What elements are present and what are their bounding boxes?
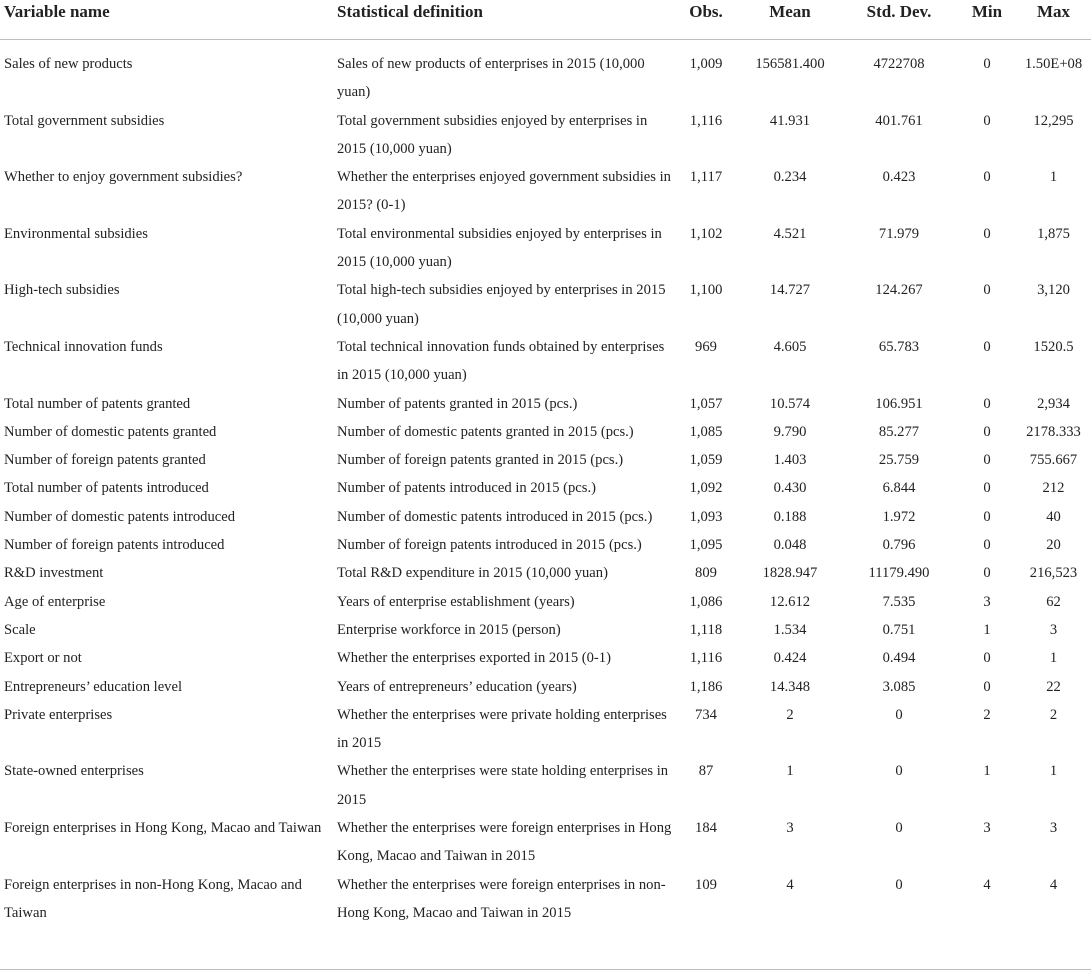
cell-obs: 969 xyxy=(695,338,717,355)
cell-obs: 1,117 xyxy=(689,169,723,186)
cell-variable-name: Total government subsidies xyxy=(4,112,165,129)
cell-statistical-definition: Number of foreign patents introduced in 2015 (pcs.) xyxy=(337,537,642,554)
cell-statistical-definition: Years of enterprise establishment (years) xyxy=(337,593,575,610)
cell-mean: 1 xyxy=(786,763,794,780)
cell-std-dev: 65.783 xyxy=(878,338,920,355)
cell-max: 755.667 xyxy=(1029,452,1078,469)
cell-statistical-definition: Number of domestic patents introduced in 2015 (pcs.) xyxy=(337,508,653,525)
cell-mean: 4.605 xyxy=(773,338,807,355)
cell-min: 0 xyxy=(983,565,991,582)
table-row xyxy=(0,644,1091,672)
cell-min: 0 xyxy=(983,650,991,667)
table-row xyxy=(0,446,1091,474)
cell-variable-name: Foreign enterprises in Hong Kong, Macao and Taiwan xyxy=(4,820,322,837)
cell-min: 0 xyxy=(983,56,991,72)
cell-max: 3,120 xyxy=(1037,282,1070,299)
cell-std-dev: 401.761 xyxy=(875,112,923,129)
table-row xyxy=(0,107,1091,164)
cell-std-dev: 0.494 xyxy=(882,650,916,667)
header-max: Max xyxy=(1036,2,1071,21)
table-row xyxy=(0,616,1091,644)
cell-mean: 14.348 xyxy=(769,678,811,695)
cell-variable-name: Number of foreign patents granted xyxy=(4,452,206,469)
header-min: Min xyxy=(971,2,1003,21)
table-row xyxy=(0,418,1091,446)
cell-std-dev: 0.423 xyxy=(882,169,916,186)
table-row xyxy=(0,757,1091,814)
cell-mean: 14.727 xyxy=(769,282,811,299)
cell-std-dev: 6.844 xyxy=(882,480,916,497)
cell-std-dev: 0.796 xyxy=(882,537,916,554)
cell-max: 20 xyxy=(1046,537,1061,554)
cell-mean: 1.403 xyxy=(773,452,807,469)
cell-std-dev: 25.759 xyxy=(878,452,920,469)
cell-obs: 1,009 xyxy=(689,56,723,72)
cell-std-dev: 11179.490 xyxy=(868,565,930,582)
cell-mean: 4 xyxy=(786,876,794,893)
cell-obs: 1,057 xyxy=(689,395,723,412)
cell-statistical-definition: Total R&D expenditure in 2015 (10,000 yuan) xyxy=(337,565,608,582)
cell-statistical-definition: Whether the enterprises were foreign enterprises in non-Hong Kong, Macao and Taiwan in 2015 xyxy=(337,876,666,921)
cell-variable-name: Total number of patents introduced xyxy=(4,480,209,497)
cell-variable-name: Technical innovation funds xyxy=(4,338,163,355)
header-statistical-definition: Statistical definition xyxy=(337,2,483,21)
cell-min: 3 xyxy=(983,593,991,610)
cell-std-dev: 0 xyxy=(895,706,903,723)
cell-min: 0 xyxy=(983,452,991,469)
cell-std-dev: 3.085 xyxy=(882,678,916,695)
cell-max: 62 xyxy=(1046,593,1061,610)
cell-max: 4 xyxy=(1049,876,1058,893)
cell-max: 2,934 xyxy=(1037,395,1070,412)
cell-std-dev: 0.751 xyxy=(882,621,916,638)
cell-variable-name: Scale xyxy=(4,621,36,638)
cell-max: 1 xyxy=(1049,763,1058,780)
cell-variable-name: Whether to enjoy government subsidies? xyxy=(4,169,243,186)
cell-obs: 1,116 xyxy=(689,112,723,129)
cell-variable-name: High-tech subsidies xyxy=(4,282,120,299)
table-row xyxy=(0,50,1091,107)
cell-min: 0 xyxy=(983,678,991,695)
cell-obs: 1,095 xyxy=(689,537,723,554)
table-row xyxy=(0,588,1091,616)
cell-obs: 1,085 xyxy=(689,423,723,440)
table-row xyxy=(0,673,1091,701)
cell-std-dev: 1.972 xyxy=(882,508,916,525)
cell-statistical-definition: Enterprise workforce in 2015 (person) xyxy=(337,621,561,638)
cell-variable-name: Sales of new products xyxy=(4,56,133,72)
cell-obs: 109 xyxy=(695,876,717,893)
cell-statistical-definition: Whether the enterprises were state holding enterprises in 2015 xyxy=(337,763,669,808)
cell-statistical-definition: Whether the enterprises enjoyed government subsidies in 2015? (0-1) xyxy=(337,169,671,214)
cell-statistical-definition: Whether the enterprises exported in 2015 (0-1) xyxy=(337,650,611,667)
cell-min: 0 xyxy=(983,395,991,412)
cell-mean: 0.188 xyxy=(773,508,807,525)
cell-mean: 12.612 xyxy=(769,593,811,610)
cell-mean: 41.931 xyxy=(769,112,811,129)
cell-mean: 0.234 xyxy=(773,169,807,186)
cell-variable-name: State-owned enterprises xyxy=(4,763,144,780)
cell-mean: 1828.947 xyxy=(762,565,818,582)
cell-max: 22 xyxy=(1046,678,1061,695)
cell-mean: 3 xyxy=(786,820,794,837)
header-std-dev: Std. Dev. xyxy=(866,2,932,21)
cell-variable-name: Private enterprises xyxy=(4,706,113,723)
cell-min: 0 xyxy=(983,169,991,186)
cell-obs: 1,086 xyxy=(689,593,723,610)
cell-min: 0 xyxy=(983,537,991,554)
cell-max: 1,875 xyxy=(1037,225,1070,242)
cell-max: 40 xyxy=(1046,508,1061,525)
cell-mean: 2 xyxy=(786,706,794,723)
cell-obs: 1,118 xyxy=(689,621,723,638)
cell-obs: 809 xyxy=(695,565,717,582)
table-row xyxy=(0,503,1091,531)
cell-min: 0 xyxy=(983,282,991,299)
cell-std-dev: 0 xyxy=(895,820,903,837)
table-row xyxy=(0,474,1091,502)
cell-min: 0 xyxy=(983,112,991,129)
cell-min: 0 xyxy=(983,423,991,440)
cell-min: 3 xyxy=(983,820,991,837)
cell-min: 0 xyxy=(983,508,991,525)
table-row xyxy=(0,701,1091,758)
cell-max: 1 xyxy=(1049,169,1058,186)
cell-statistical-definition: Total technical innovation funds obtained by enterprises in 2015 (10,000 yuan) xyxy=(337,338,665,384)
cell-std-dev: 0 xyxy=(895,876,903,893)
cell-variable-name: R&D investment xyxy=(4,565,104,582)
table-row xyxy=(0,220,1091,277)
cell-statistical-definition: Whether the enterprises were private holding enterprises in 2015 xyxy=(337,706,667,752)
cell-variable-name: Foreign enterprises in non-Hong Kong, Macao and Taiwan xyxy=(4,876,302,921)
cell-statistical-definition: Number of foreign patents granted in 2015 (pcs.) xyxy=(337,452,624,469)
cell-statistical-definition: Total government subsidies enjoyed by enterprises in 2015 (10,000 yuan) xyxy=(337,112,648,157)
cell-max: 1520.5 xyxy=(1033,338,1074,355)
cell-std-dev: 7.535 xyxy=(882,593,916,610)
header-obs: Obs. xyxy=(689,2,723,21)
cell-max: 3 xyxy=(1049,621,1058,638)
cell-max: 12,295 xyxy=(1033,112,1074,129)
cell-variable-name: Environmental subsidies xyxy=(4,225,148,242)
cell-min: 2 xyxy=(983,706,991,723)
cell-min: 4 xyxy=(983,876,991,893)
table-row xyxy=(0,814,1091,871)
cell-variable-name: Number of domestic patents introduced xyxy=(4,508,236,525)
table-row xyxy=(0,559,1091,587)
cell-std-dev: 85.277 xyxy=(878,423,920,440)
cell-variable-name: Export or not xyxy=(4,650,82,667)
cell-mean: 9.790 xyxy=(773,423,807,440)
cell-mean: 10.574 xyxy=(769,395,811,412)
cell-statistical-definition: Whether the enterprises were foreign enterprises in Hong Kong, Macao and Taiwan in 2015 xyxy=(337,820,672,865)
cell-obs: 184 xyxy=(695,820,717,837)
cell-max: 216,523 xyxy=(1029,565,1078,582)
cell-max: 1.50E+08 xyxy=(1024,56,1083,72)
cell-obs: 1,116 xyxy=(689,650,723,667)
cell-statistical-definition: Number of patents granted in 2015 (pcs.) xyxy=(337,395,578,412)
cell-variable-name: Age of enterprise xyxy=(4,593,106,610)
cell-min: 0 xyxy=(983,338,991,355)
cell-obs: 1,186 xyxy=(689,678,723,695)
header-mean: Mean xyxy=(769,2,811,21)
cell-mean: 1.534 xyxy=(773,621,807,638)
table-row xyxy=(0,531,1091,559)
bottom-rule xyxy=(0,969,1091,970)
cell-min: 1 xyxy=(983,763,991,780)
cell-variable-name: Total number of patents granted xyxy=(4,395,191,412)
table-row xyxy=(0,390,1091,418)
cell-min: 0 xyxy=(983,480,991,497)
cell-statistical-definition: Total environmental subsidies enjoyed by enterprises in 2015 (10,000 yuan) xyxy=(337,225,662,271)
cell-mean: 0.424 xyxy=(773,650,807,667)
cell-statistical-definition: Number of domestic patents granted in 2015 (pcs.) xyxy=(337,423,634,440)
table-row xyxy=(0,333,1091,390)
table-row xyxy=(0,871,1091,928)
cell-variable-name: Number of domestic patents granted xyxy=(4,423,217,440)
cell-obs: 1,102 xyxy=(689,225,723,242)
cell-obs: 734 xyxy=(695,706,717,723)
cell-obs: 1,059 xyxy=(689,452,723,469)
cell-max: 3 xyxy=(1049,820,1058,837)
table-row xyxy=(0,163,1091,220)
cell-std-dev: 4722708 xyxy=(873,56,925,72)
cell-variable-name: Number of foreign patents introduced xyxy=(4,537,225,554)
table-row xyxy=(0,276,1091,333)
cell-max: 2178.333 xyxy=(1026,423,1081,440)
cell-obs: 87 xyxy=(698,763,714,780)
cell-statistical-definition: Total high-tech subsidies enjoyed by enterprises in 2015 (10,000 yuan) xyxy=(337,282,666,327)
cell-mean: 0.048 xyxy=(773,537,807,554)
cell-mean: 156581.400 xyxy=(755,56,825,72)
table-header xyxy=(0,0,1091,40)
cell-mean: 4.521 xyxy=(773,225,807,242)
cell-variable-name: Entrepreneurs’ education level xyxy=(4,678,183,695)
cell-min: 1 xyxy=(983,621,991,638)
cell-std-dev: 124.267 xyxy=(875,282,923,299)
cell-statistical-definition: Sales of new products of enterprises in 2015 (10,000 yuan) xyxy=(337,56,645,101)
cell-mean: 0.430 xyxy=(773,480,807,497)
cell-obs: 1,100 xyxy=(689,282,723,299)
cell-statistical-definition: Number of patents introduced in 2015 (pcs.) xyxy=(337,480,596,497)
cell-std-dev: 0 xyxy=(895,763,903,780)
cell-min: 0 xyxy=(983,225,991,242)
cell-max: 1 xyxy=(1049,650,1058,667)
table-body xyxy=(0,40,1091,927)
cell-statistical-definition: Years of entrepreneurs’ education (years) xyxy=(337,678,577,695)
cell-max: 212 xyxy=(1042,480,1065,497)
cell-std-dev: 106.951 xyxy=(875,395,923,412)
cell-max: 2 xyxy=(1049,706,1058,723)
header-variable-name: Variable name xyxy=(4,2,110,21)
cell-obs: 1,093 xyxy=(689,508,723,525)
cell-obs: 1,092 xyxy=(689,480,723,497)
cell-std-dev: 71.979 xyxy=(878,225,920,242)
